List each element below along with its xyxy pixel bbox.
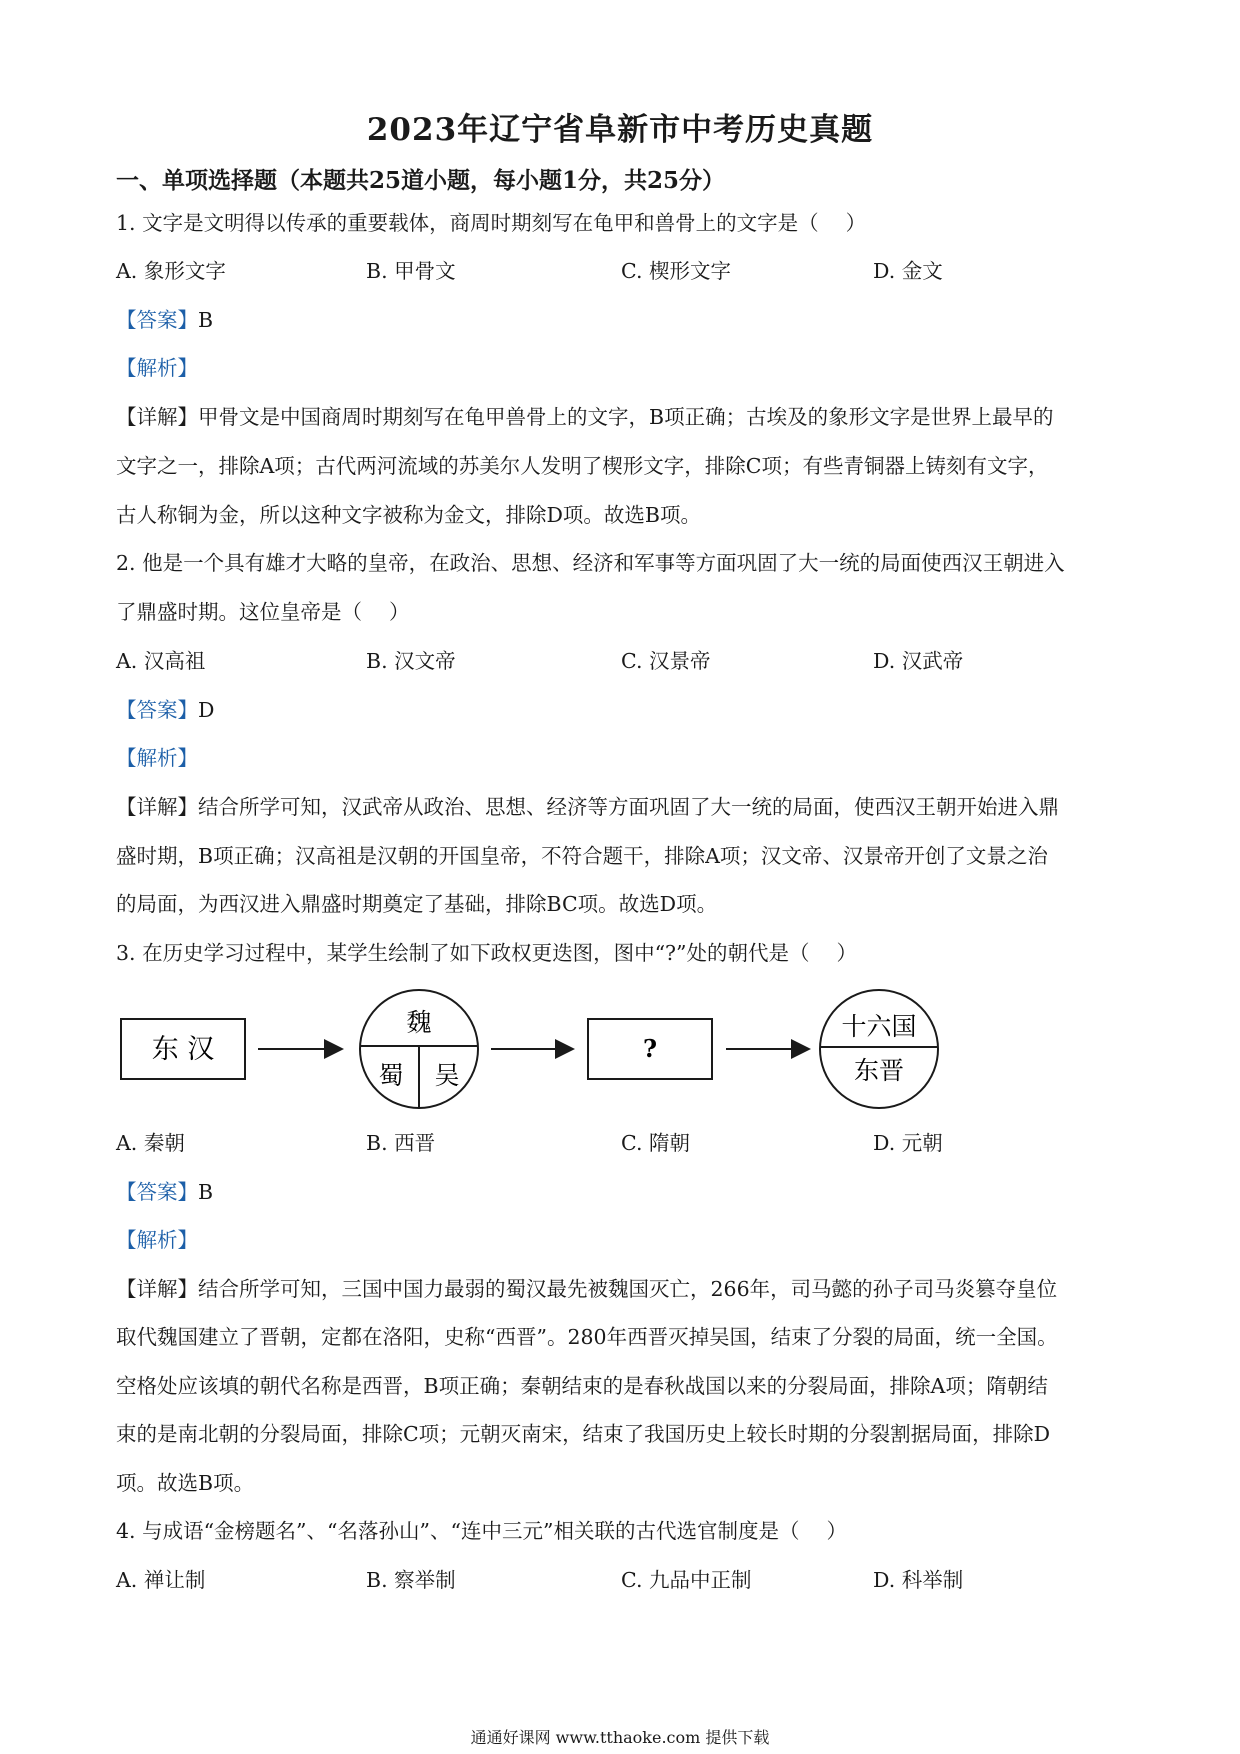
question-2-options — [116, 646, 1136, 676]
detail-text: 结合所学可知，三国中国力最弱的蜀汉最先被魏国灭亡，266年，司马懿的孙子司马炎篡夺皇位 — [198, 1277, 1058, 1301]
detail-text: 甲骨文是中国商周时期刻写在龟甲兽骨上的文字，B项正确；古埃及的象形文字是世界上最早的 — [198, 405, 1054, 429]
wu-label: 吴 — [434, 1061, 460, 1090]
question-3-detail: 项。故选B项。 — [116, 1471, 255, 1495]
section-heading: 一、单项选择题（本题共25道小题，每小题1分，共25分） — [116, 167, 726, 194]
detail-tag: 【详解】 — [116, 405, 198, 429]
question-3-answer — [116, 1177, 1136, 1207]
question-2-detail: 盛时期，B项正确；汉高祖是汉朝的开国皇帝，不符合题干，排除A项；汉文帝、汉景帝开创了文景之治 — [116, 844, 1048, 868]
eastern-jin-label: 东晋 — [853, 1056, 905, 1085]
question-1-analysis-tag — [116, 353, 1136, 383]
option-c: C. 楔形文字 — [621, 259, 731, 283]
option-b: B. 西晋 — [366, 1131, 436, 1155]
question-1-detail — [116, 402, 1136, 432]
question-2-detail: 的局面，为西汉进入鼎盛时期奠定了基础，排除BC项。故选D项。 — [116, 892, 718, 916]
question-3-detail: 束的是南北朝的分裂局面，排除C项；元朝灭南宋，结束了我国历史上较长时期的分裂割据局面，排除D — [116, 1422, 1051, 1446]
question-2-detail — [116, 792, 1136, 822]
wei-label: 魏 — [406, 1008, 432, 1037]
option-d: D. 汉武帝 — [873, 649, 964, 673]
option-c: C. 九品中正制 — [621, 1568, 752, 1592]
option-b: B. 甲骨文 — [366, 259, 456, 283]
option-a: A. 禅让制 — [116, 1568, 206, 1592]
shu-label: 蜀 — [378, 1061, 404, 1090]
analysis-tag: 【解析】 — [116, 1228, 198, 1252]
page-title: 2023年辽宁省阜新市中考历史真题 — [366, 112, 874, 148]
option-a: A. 秦朝 — [116, 1131, 185, 1155]
question-1-answer — [116, 305, 1136, 335]
option-d: D. 元朝 — [873, 1131, 943, 1155]
question-2-stem: 了鼎盛时期。这位皇帝是（ ） — [116, 600, 410, 624]
sixteen-kingdoms-label: 十六国 — [841, 1012, 917, 1041]
analysis-tag: 【解析】 — [116, 356, 198, 380]
page-footer: 通通好课网 www.tthaoke.com 提供下载 — [470, 1728, 770, 1747]
question-3-detail: 空格处应该填的朝代名称是西晋，B项正确；秦朝结束的是春秋战国以来的分裂局面，排除A项；隋朝结 — [116, 1374, 1048, 1398]
question-1-options — [116, 256, 1136, 286]
option-a: A. 象形文字 — [116, 259, 226, 283]
detail-tag: 【详解】 — [116, 795, 198, 819]
analysis-tag: 【解析】 — [116, 746, 198, 770]
dynasty-succession-diagram — [116, 985, 946, 1120]
question-3-detail — [116, 1274, 1136, 1304]
question-3-detail: 取代魏国建立了晋朝，定都在洛阳，史称“西晋”。280年西晋灭掉吴国，结束了分裂的局面，统一全国。 — [116, 1325, 1058, 1349]
answer-tag: 【答案】 — [116, 308, 198, 332]
question-1-detail: 文字之一，排除A项；古代两河流域的苏美尔人发明了楔形文字，排除C项；有些青铜器上铸刻有文字， — [116, 454, 1049, 478]
answer-value: B — [198, 1180, 214, 1204]
option-c: C. 汉景帝 — [621, 649, 711, 673]
question-2-stem: 2. 他是一个具有雄才大略的皇帝，在政治、思想、经济和军事等方面巩固了大一统的局面使西汉王朝进入 — [116, 551, 1065, 575]
answer-tag: 【答案】 — [116, 1180, 198, 1204]
question-1-stem: 1. 文字是文明得以传承的重要载体，商周时期刻写在龟甲和兽骨上的文字是（ ） — [116, 211, 867, 235]
question-1-detail: 古人称铜为金，所以这种文字被称为金文，排除D项。故选B项。 — [116, 503, 701, 527]
eastern-han-label: 东 汉 — [151, 1034, 215, 1065]
question-2-answer — [116, 695, 1136, 725]
question-3-analysis-tag — [116, 1225, 1136, 1255]
option-d: D. 金文 — [873, 259, 943, 283]
option-d: D. 科举制 — [873, 1568, 964, 1592]
option-a: A. 汉高祖 — [116, 649, 206, 673]
detail-tag: 【详解】 — [116, 1277, 198, 1301]
answer-value: D — [198, 698, 215, 722]
answer-value: B — [198, 308, 214, 332]
question-3-stem: 3. 在历史学习过程中，某学生绘制了如下政权更迭图，图中“?”处的朝代是（ ） — [116, 941, 858, 965]
unknown-dynasty-label: ? — [642, 1034, 658, 1063]
answer-tag: 【答案】 — [116, 698, 198, 722]
question-2-analysis-tag — [116, 743, 1136, 773]
question-4-options — [116, 1565, 1136, 1595]
option-b: B. 察举制 — [366, 1568, 456, 1592]
question-3-options — [116, 1128, 1136, 1158]
detail-text: 结合所学可知，汉武帝从政治、思想、经济等方面巩固了大一统的局面，使西汉王朝开始进入鼎 — [198, 795, 1059, 819]
option-c: C. 隋朝 — [621, 1131, 690, 1155]
option-b: B. 汉文帝 — [366, 649, 456, 673]
question-4-stem: 4. 与成语“金榜题名”、“名落孙山”、“连中三元”相关联的古代选官制度是（ ） — [116, 1519, 847, 1543]
eastern-jin-circle — [820, 990, 938, 1108]
